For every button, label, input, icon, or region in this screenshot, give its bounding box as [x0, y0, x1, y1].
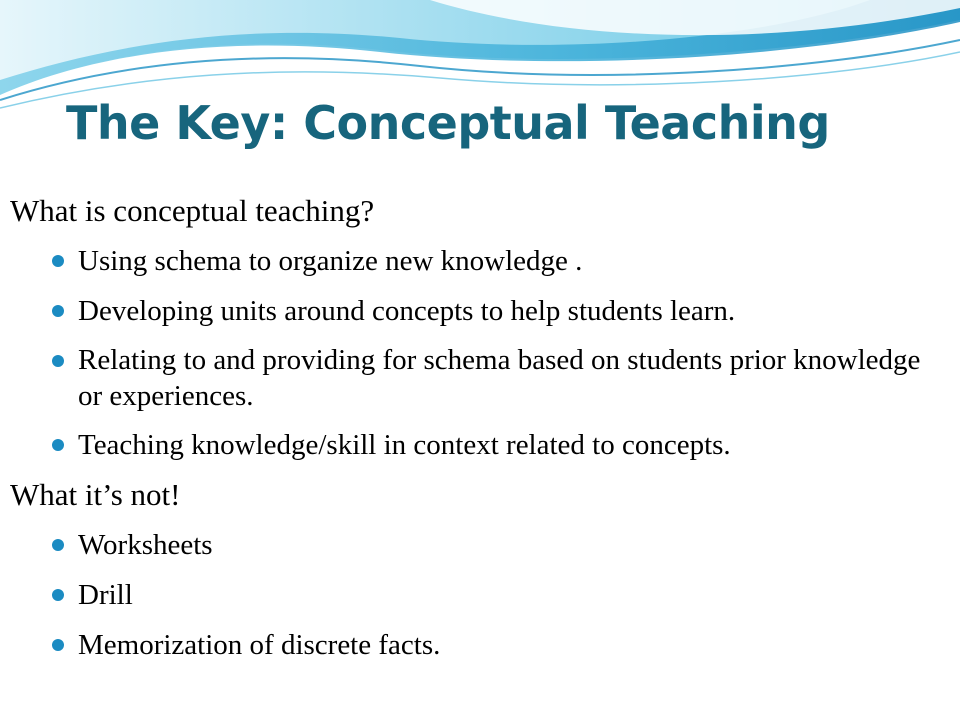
section-heading-what-is: What is conceptual teaching? [10, 193, 375, 228]
bullet-dot-icon [52, 355, 64, 367]
list-item-text: Relating to and providing for schema based on students prior knowledge or experiences. [78, 344, 921, 412]
bullet-dot-icon [52, 589, 64, 601]
list-item-text: Developing units around concepts to help students learn. [78, 295, 736, 327]
list-item-text: Memorization of discrete facts. [78, 629, 441, 661]
list-item-text: Using schema to organize new knowledge . [78, 245, 583, 277]
bullet-dot-icon [52, 639, 64, 651]
bullet-list-what-is [10, 242, 950, 464]
list-item [10, 526, 950, 564]
bullet-dot-icon [52, 439, 64, 451]
bullet-dot-icon [52, 255, 64, 267]
bullet-list-what-not [10, 526, 950, 664]
section-heading-what-not: What it’s not! [10, 477, 181, 512]
list-item-text: Worksheets [78, 529, 213, 561]
bullet-dot-icon [52, 539, 64, 551]
slide-content [10, 192, 950, 676]
list-item [10, 426, 950, 464]
list-item [10, 342, 950, 414]
bullet-dot-icon [52, 305, 64, 317]
list-item [10, 626, 950, 664]
list-item-text: Teaching knowledge/skill in context related to concepts. [78, 429, 731, 461]
list-item [10, 242, 950, 280]
list-item [10, 292, 950, 330]
list-item [10, 576, 950, 614]
list-item-text: Drill [78, 579, 133, 611]
slide-title: The Key: Conceptual Teaching [66, 96, 830, 150]
